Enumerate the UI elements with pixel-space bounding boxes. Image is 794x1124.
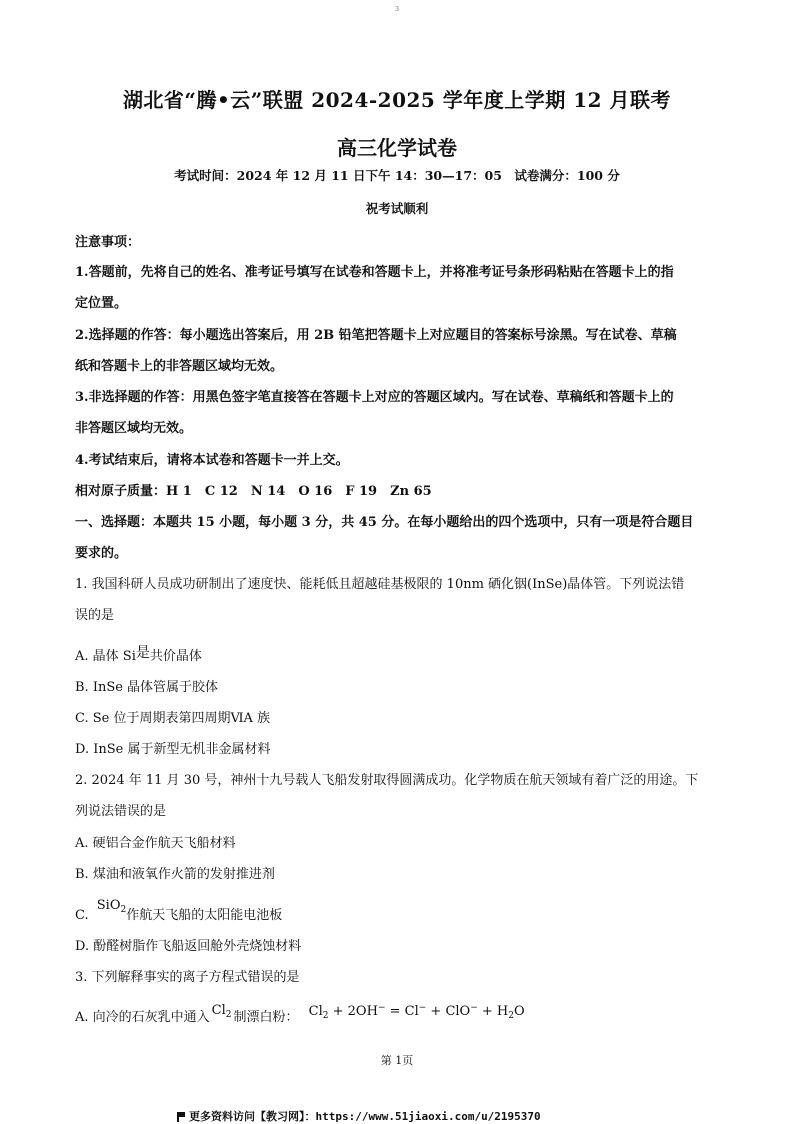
section-heading-cont: 要求的。 (75, 546, 128, 561)
q1-option-b: B. InSe 晶体管属于胶体 (75, 680, 219, 695)
q2-stem: 2. 2024 年 11 月 30 号，神州十九号载人飞船发射取得圆满成功。化学物质在航天领域有着广泛的用途。下 (75, 773, 699, 788)
top-mark: 3 (395, 6, 399, 13)
q1-option-a-mid: 是 (135, 645, 150, 661)
notice-line: 3.非选择题的作答：用黑色签字笔直接答在答题卡上对应的答题区域内。写在试卷、草稿纸和答题卡上的 (75, 390, 674, 405)
notice-line: 纸和答题卡上的非答题区域均无效。 (75, 359, 284, 374)
q2-stem-cont: 列说法错误的是 (75, 804, 167, 819)
q2-option-c-text: 作航天飞船的太阳能电池板 (126, 908, 283, 923)
q2-option-b: B. 煤油和液氧作火箭的发射推进剂 (75, 867, 275, 882)
q3-option-a (75, 1003, 525, 1027)
q1-option-a-post: 共价晶体 (149, 649, 202, 664)
section-heading: 一、选择题：本题共 15 小题，每小题 3 分，共 45 分。在每小题给出的四个选项中，只有一项是符合题目 (75, 515, 694, 530)
exam-wish: 祝考试顺利 (365, 201, 429, 216)
q1-option-d: D. InSe 属于新型无机非金属材料 (75, 742, 271, 757)
page-number: 第 1页 (380, 1054, 414, 1067)
sio2-formula: SiO$_2$ (96, 898, 127, 915)
q3-stem: 3. 下列解释事实的离子方程式错误的是 (75, 970, 300, 985)
q3-option-a-mid: 制漂白粉： (233, 1010, 299, 1025)
atomic-mass-line: 相对原子质量：H 1 C 12 N 14 O 16 F 19 Zn 65 (75, 484, 432, 499)
exam-subtitle: 高三化学试卷 (337, 136, 457, 160)
q1-stem-cont: 误的是 (75, 608, 115, 623)
notice-heading: 注意事项： (75, 235, 141, 250)
q1-option-a (75, 642, 202, 664)
cl2-formula: $Cl_2$ (211, 1003, 232, 1020)
flag-icon (177, 1112, 185, 1121)
q2-option-c-label: C. (75, 908, 89, 923)
q1-option-a-pre: A. 晶体 Si (75, 649, 136, 664)
exam-info: 考试时间：2024 年 12 月 11 日下午 14：30—17：05 试卷满分：100 分 (174, 168, 620, 183)
exam-title: 湖北省“腾•云”联盟 2024-2025 学年度上学期 12 月联考 (122, 88, 672, 112)
q1-stem: 1. 我国科研人员成功研制出了速度快、能耗低且超越硅基极限的 10nm 硒化铟(InSe)晶体管。下列说法错 (75, 577, 685, 592)
notice-line: 1.答题前，先将自己的姓名、准考证号填写在试卷和答题卡上，并将准考证号条形码粘贴在答题卡上的指 (75, 265, 674, 280)
notice-line: 定位置。 (75, 296, 128, 311)
notice-line: 2.选择题的作答：每小题选出答案后，用 2B 铅笔把答题卡上对应题目的答案标号涂黑。写在试卷、草稿 (75, 328, 677, 343)
ionic-equation: $Cl_2 + 2OH^- = Cl^- + ClO^- + H_2O$ (308, 1003, 525, 1021)
q3-option-a-text: A. 向冷的石灰乳中通入 (75, 1010, 210, 1025)
footer-link[interactable] (177, 1108, 541, 1124)
notice-line: 非答题区域均无效。 (75, 421, 193, 436)
footer-text[interactable]: 更多资料访问【教习网】：https://www.51jiaoxi.com/u/2195370 (189, 1110, 541, 1123)
q2-option-d: D. 酚醛树脂作飞船返回舱外壳烧蚀材料 (75, 939, 302, 954)
q1-option-c: C. Se 位于周期表第四周期ⅥA 族 (75, 711, 271, 726)
q2-option-a: A. 硬铝合金作航天飞船材料 (75, 836, 236, 851)
q2-option-c (75, 898, 283, 925)
notice-line: 4.考试结束后，请将本试卷和答题卡一并上交。 (75, 453, 349, 468)
